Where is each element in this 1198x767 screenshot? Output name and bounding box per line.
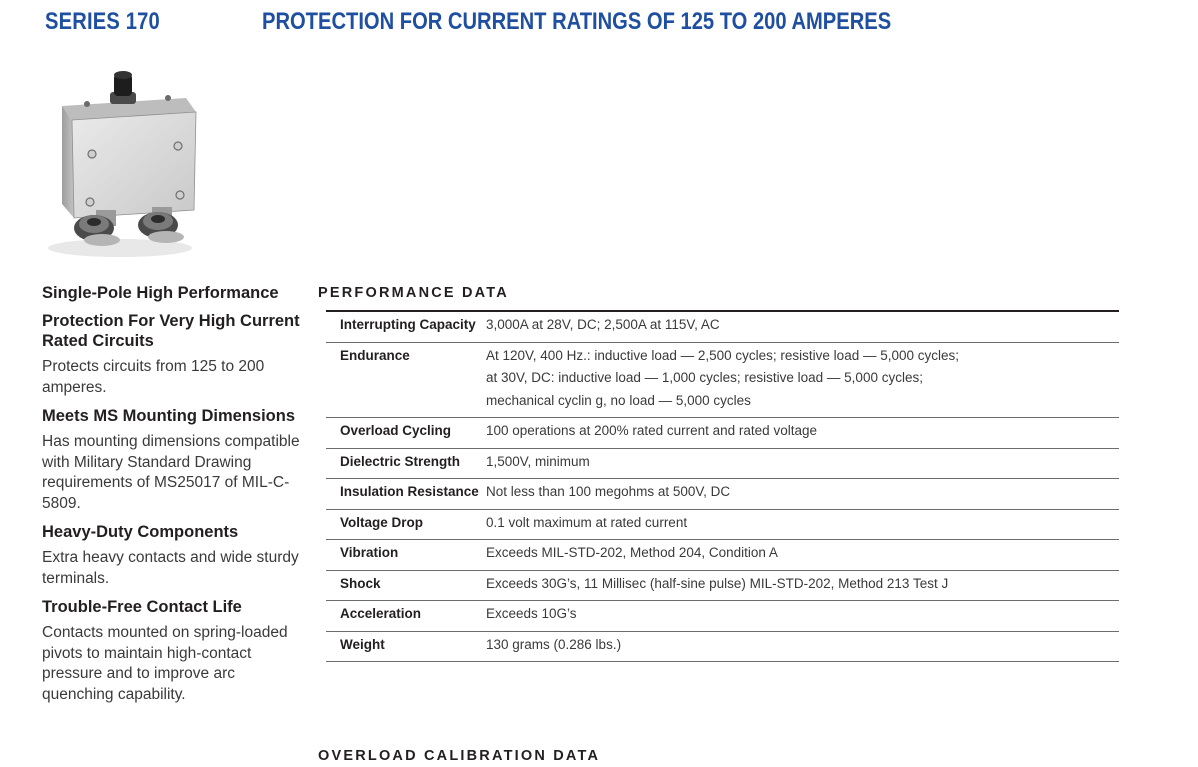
row-value xyxy=(486,542,1119,565)
row-value-line: Exceeds MIL-STD-202, Method 204, Condition A xyxy=(486,545,778,560)
table-row xyxy=(326,601,1119,632)
performance-table xyxy=(326,310,1119,662)
row-label: Dielectric Strength xyxy=(340,453,461,469)
row-value-line: mechanical cyclin g, no load — 5,000 cycles xyxy=(486,392,751,408)
table-row xyxy=(326,510,1119,541)
row-value xyxy=(486,634,1119,657)
row-value-line: 3,000A at 28V, DC; 2,500A at 115V, AC xyxy=(486,317,720,332)
feature-text: Protects circuits from 125 to 200 amperes. xyxy=(42,358,265,396)
table-row xyxy=(326,418,1119,449)
row-value xyxy=(486,481,1119,504)
row-label: Overload Cycling xyxy=(340,423,452,438)
table-row xyxy=(326,479,1119,510)
row-value xyxy=(486,451,1119,474)
feature-text: Has mounting dimensions compatible with Military Standard Drawing requirements of MS25017 of MIL-C-5809. xyxy=(42,433,300,512)
row-label: Weight xyxy=(340,636,385,652)
series-title: SERIES 170 xyxy=(45,8,160,35)
row-label: Interrupting Capacity xyxy=(340,317,476,332)
performance-data-title: PERFORMANCE DATA xyxy=(318,285,509,301)
table-row xyxy=(326,449,1119,480)
row-label: Acceleration xyxy=(340,606,422,621)
table-row xyxy=(326,540,1119,571)
feature-heading: Meets MS Mounting Dimensions xyxy=(42,407,296,425)
row-value xyxy=(486,420,1119,443)
table-row xyxy=(326,632,1119,663)
row-value-line: Not less than 100 megohms at 500V, DC xyxy=(486,484,731,499)
feature-text: Extra heavy contacts and wide sturdy terminals. xyxy=(42,549,299,587)
features-column xyxy=(42,283,304,705)
row-value xyxy=(486,512,1119,535)
table-row xyxy=(326,312,1119,343)
row-value-line: 130 grams (0.286 lbs.) xyxy=(486,636,622,652)
overload-calibration-title: OVERLOAD CALIBRATION DATA xyxy=(318,748,601,764)
table-row xyxy=(326,571,1119,602)
row-label: Endurance xyxy=(340,347,410,363)
feature-heading: Single-Pole High Performance xyxy=(42,284,279,302)
row-value xyxy=(486,573,1119,596)
row-value xyxy=(486,314,1119,337)
row-value-line: at 30V, DC: inductive load — 1,000 cycles; resistive load — 5,000 cycles; xyxy=(486,370,923,385)
feature-heading: Heavy-Duty Components xyxy=(42,523,239,541)
feature-text: Contacts mounted on spring-loaded pivots to maintain high-contact pressure and to improve arc quenching capability. xyxy=(42,624,288,703)
row-label: Insulation Resistance xyxy=(340,484,479,499)
row-label: Shock xyxy=(340,575,381,591)
row-value-line: 100 operations at 200% rated current and rated voltage xyxy=(486,423,817,438)
row-value-line: 0.1 volt maximum at rated current xyxy=(486,514,688,530)
feature-heading: Protection For Very High Current Rated Circuits xyxy=(42,312,300,350)
table-row xyxy=(326,343,1119,419)
row-value xyxy=(486,345,1119,413)
feature-heading: Trouble-Free Contact Life xyxy=(42,598,242,616)
row-value xyxy=(486,603,1119,626)
row-value-line: Exceeds 10G’s xyxy=(486,606,577,621)
row-value-line: 1,500V, minimum xyxy=(486,453,590,469)
row-label: Vibration xyxy=(340,545,399,560)
circuit-breaker-photo xyxy=(40,62,198,258)
page-headline: PROTECTION FOR CURRENT RATINGS OF 125 TO 200 AMPERES xyxy=(262,8,892,35)
row-label: Voltage Drop xyxy=(340,514,424,530)
row-value-line: Exceeds 30G’s, 11 Millisec (half-sine pulse) MIL-STD-202, Method 213 Test J xyxy=(486,575,949,591)
row-value-line: At 120V, 400 Hz.: inductive load — 2,500 cycles; resistive load — 5,000 cycles; xyxy=(486,347,960,363)
